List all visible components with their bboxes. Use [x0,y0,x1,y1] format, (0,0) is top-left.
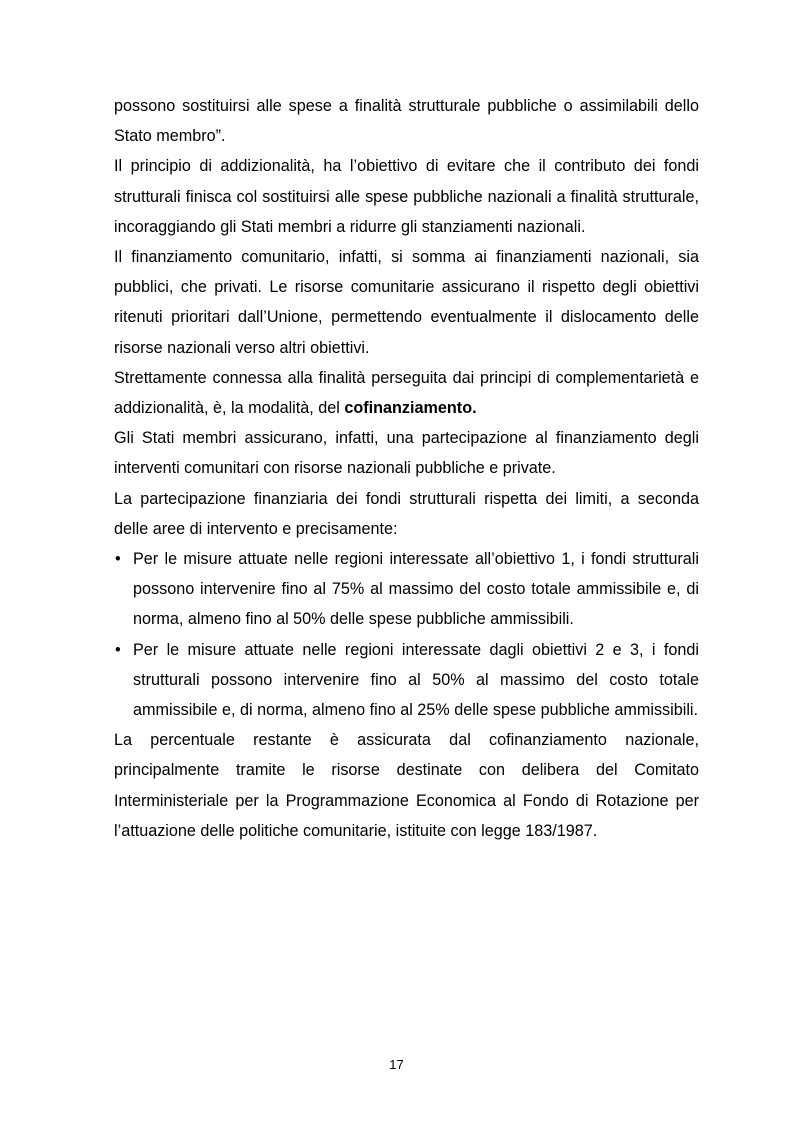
paragraph-additionality-quote-end: possono sostituirsi alle spese a finalità strutturale pubbliche o assimilabili dello Stato membro”. [114,97,699,146]
list-item-text: Per le misure attuate nelle regioni interessate dagli obiettivi 2 e 3, i fondi strutturali possono intervenire fino al 50% al massimo del costo totale ammissibile e, di norma, almeno fino al 25% delle spese pubbliche ammissibili. [133,640,699,720]
document-body [114,91,699,846]
cofinancing-term: cofinanziamento. [344,399,477,418]
paragraph-financial-limits: La partecipazione finanziaria dei fondi strutturali rispetta dei limiti, a seconda delle aree di intervento e precisamente: [114,489,699,538]
bullet-icon: • [115,550,121,569]
list-item-text: Per le misure attuate nelle regioni interessate all’obiettivo 1, i fondi strutturali possono intervenire fino al 75% al massimo del costo totale ammissibile e, di norma, almeno fino al 50% delle spese pubbliche ammissibili. [133,550,699,629]
page-number: 17 [389,1057,404,1072]
list-item [114,544,699,635]
list-item [114,635,699,726]
paragraph-additionality-principle: Il principio di addizionalità, ha l’obiettivo di evitare che il contributo dei fondi strutturali finisca col sostituirsi alle spese pubbliche nazionali a finalità strutturale, incoraggiando gli Stati membri a ridurre gli stanziamenti nazionali. [114,157,699,236]
paragraph-member-states: Gli Stati membri assicurano, infatti, una partecipazione al finanziamento degli interventi comunitari con risorse nazionali pubbliche e private. [114,429,699,478]
limits-list [114,544,699,725]
paragraph-national-cofinancing: La percentuale restante è assicurata dal cofinanziamento nazionale, principalmente tramite le risorse destinate con delibera del Comitato Interministeriale per la Programmazione Economica al Fondo di Rotazione per l’attuazione delle politiche comunitarie, istituite con legge 183/1987. [114,731,699,840]
paragraph-cofinancing-intro [114,363,699,423]
bullet-icon: • [115,640,121,659]
paragraph-community-financing: Il finanziamento comunitario, infatti, si somma ai finanziamenti nazionali, sia pubblici, che privati. Le risorse comunitarie assicurano il rispetto degli obiettivi ritenuti prioritari dall’Unione, permettendo eventualmente il dislocamento delle risorse nazionali verso altri obiettivi. [114,248,699,357]
cofinancing-intro-text: Strettamente connessa alla finalità perseguita dai principi di complementarietà e addizionalità, è, la modalità, del [114,368,699,418]
